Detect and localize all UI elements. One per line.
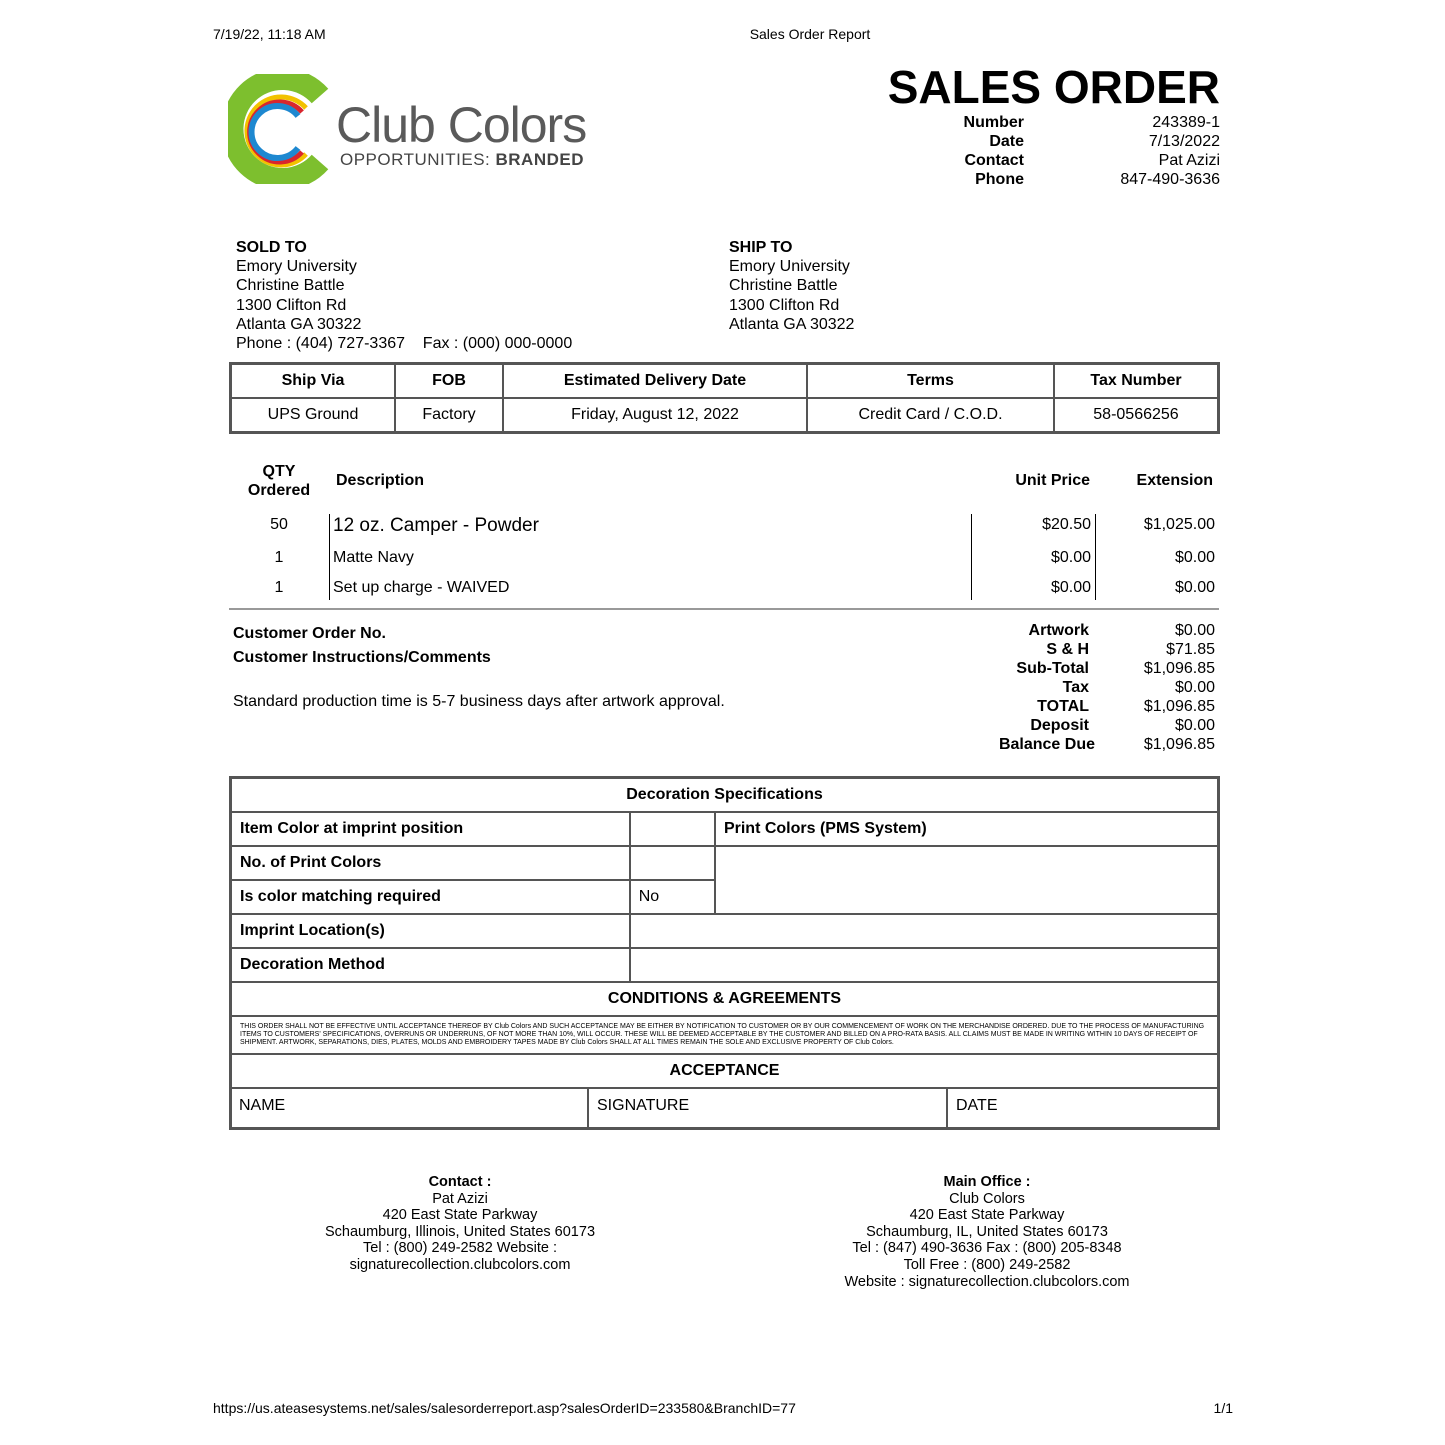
logo-wordmark: Club Colors	[336, 97, 587, 153]
signature-field[interactable]	[589, 1089, 948, 1127]
footer-office-title: Main Office :	[943, 1174, 1031, 1190]
qty-header-line: QTY	[262, 463, 296, 480]
totals-label: Deposit	[1030, 717, 1089, 734]
totals-row	[960, 736, 1215, 755]
ship-to-line: Christine Battle	[729, 277, 838, 295]
qty-header	[240, 462, 318, 500]
imprint-location-value	[630, 914, 1219, 948]
unit-price-header: Unit Price	[1015, 472, 1090, 489]
totals-value: $71.85	[1166, 641, 1215, 658]
print-url: https://us.ateasesystems.net/sales/salesorderreport.asp?salesOrderID=233580&BranchID=77	[213, 1400, 796, 1416]
order-number-label: Number	[963, 114, 1024, 131]
items-separator	[229, 608, 1219, 610]
totals-label: Tax	[1062, 679, 1089, 696]
item-color-value	[630, 812, 715, 846]
ship-to-line: Atlanta GA 30322	[729, 315, 855, 333]
print-datetime: 7/19/22, 11:18 AM	[213, 26, 326, 42]
order-date-label: Date	[989, 133, 1024, 150]
decoration-specs-table	[229, 776, 1220, 1130]
footer-contact-line: Schaumburg, Illinois, United States 60173	[324, 1223, 596, 1240]
totals-row	[960, 679, 1215, 698]
totals-label: Artwork	[1028, 622, 1089, 639]
footer-contact	[270, 1174, 650, 1274]
order-date-row	[880, 133, 1220, 152]
sold-to-phone: Phone : (404) 727-3367	[236, 335, 406, 353]
sold-to-line: Atlanta GA 30322	[236, 315, 362, 333]
sold-to-block	[236, 238, 572, 353]
totals-row	[960, 641, 1215, 660]
shipping-table	[229, 362, 1220, 434]
totals-label: TOTAL	[1037, 698, 1089, 715]
extension-divider	[1095, 514, 1096, 600]
decoration-title: Decoration Specifications	[231, 778, 1219, 813]
sold-to-line: Emory University	[236, 258, 357, 276]
logo-tagline-b: BRANDED	[495, 150, 584, 169]
ship-via-header: Ship Via	[231, 364, 396, 399]
footer-contact-line: Tel : (800) 249-2582 Website :	[363, 1240, 557, 1257]
footer-office-line: 420 East State Parkway	[909, 1207, 1065, 1224]
line-item-unit-price: $20.50	[1042, 516, 1091, 533]
totals-value: $0.00	[1174, 679, 1215, 696]
club-colors-logo-icon	[228, 74, 338, 184]
unit-price-divider	[971, 514, 972, 600]
order-contact-value: Pat Azizi	[1158, 152, 1220, 169]
company-logo	[228, 74, 598, 184]
logo-tagline	[340, 150, 584, 170]
footer-office-line: Tel : (847) 490-3636 Fax : (800) 205-8348	[852, 1240, 1122, 1257]
sold-to-fax: Fax : (000) 000-0000	[422, 335, 573, 353]
sold-to-title: SOLD TO	[236, 239, 307, 256]
num-print-colors-label: No. of Print Colors	[231, 846, 630, 880]
totals-row	[960, 698, 1215, 717]
ship-to-block	[729, 238, 854, 334]
footer-office-line: Toll Free : (800) 249-2582	[903, 1256, 1071, 1273]
totals-value: $1,096.85	[1143, 698, 1215, 715]
line-item-qty: 1	[274, 549, 284, 566]
footer-contact-line: 420 East State Parkway	[382, 1207, 538, 1224]
customer-instructions-label: Customer Instructions/Comments	[233, 649, 491, 666]
name-field[interactable]	[232, 1089, 589, 1127]
ship-via-value: UPS Ground	[231, 398, 396, 433]
item-color-label: Item Color at imprint position	[231, 812, 630, 846]
footer-office-line: Schaumburg, IL, United States 60173	[866, 1223, 1108, 1240]
line-item-unit-price: $0.00	[1050, 579, 1091, 596]
footer-office-line: Club Colors	[949, 1190, 1025, 1207]
totals-label: S & H	[1046, 641, 1089, 658]
conditions-text: THIS ORDER SHALL NOT BE EFFECTIVE UNTIL ACCEPTANCE THEREOF BY Club Colors AND SUCH ACCEPTANCE MAY BE EITHER BY NOTIFICATION TO CUSTOMER OR BY OUR COMMENCEMENT OF WORK ON THE MERCHANDISE ORDERED. DUE TO THE PROCESS OF MANUFACTURING ITEMS TO CUSTOMERS' SPECIFICATIONS, OVERRUNS OR UNDERRUNS, OF NOT MORE THAN 10%, WILL OCCUR. THESE WILL BE DEEMED ACCEPTABLE BY THE CUSTOMER AND BILLED ON A PRO-RATA BASIS. ALL CLAIMS MUST BE MADE IN WRITING WITHIN 10 DAYS OF RECEIPT OF SHIPMENT. ARTWORK, SEPARATIONS, DIES, PLATES, MOLDS AND EMBROIDERY TAPES MADE BY Club Colors SHALL AT ALL TIMES REMAIN THE SOLE AND EXCLUSIVE PROPERTY OF Club Colors.	[231, 1016, 1219, 1054]
fob-value: Factory	[395, 398, 503, 433]
imprint-location-label: Imprint Location(s)	[231, 914, 630, 948]
signature-label: SIGNATURE	[597, 1097, 690, 1114]
totals-label: Sub-Total	[1016, 660, 1089, 677]
logo-tagline-a: OPPORTUNITIES:	[340, 150, 491, 169]
line-item-description: Matte Navy	[333, 549, 414, 566]
order-number-value: 243389-1	[1152, 114, 1220, 131]
shipping-value-row	[231, 398, 1219, 433]
shipping-header-row	[231, 364, 1219, 399]
print-colors-value	[715, 846, 1219, 914]
print-page-title: Sales Order Report	[749, 26, 871, 42]
color-matching-label: Is color matching required	[231, 880, 630, 914]
order-date-value: 7/13/2022	[1148, 133, 1220, 150]
num-print-colors-value	[630, 846, 715, 880]
line-item-extension: $0.00	[1174, 549, 1215, 566]
footer-contact-title: Contact :	[428, 1174, 492, 1190]
totals-value: $0.00	[1174, 622, 1215, 639]
order-contact-row	[880, 152, 1220, 171]
description-header: Description	[336, 472, 425, 489]
terms-value: Credit Card / C.O.D.	[807, 398, 1054, 433]
footer-main-office	[787, 1174, 1187, 1290]
order-number-row	[880, 114, 1220, 133]
order-phone-row	[880, 171, 1220, 190]
totals-row	[960, 660, 1215, 679]
sold-to-line: Christine Battle	[236, 277, 345, 295]
delivery-date-value: Friday, August 12, 2022	[503, 398, 807, 433]
delivery-date-header: Estimated Delivery Date	[503, 364, 807, 399]
line-item-qty: 50	[270, 516, 288, 533]
order-phone-label: Phone	[975, 171, 1024, 188]
footer-contact-line: signaturecollection.clubcolors.com	[349, 1256, 571, 1273]
date-label: DATE	[956, 1097, 998, 1114]
line-item-unit-price: $0.00	[1050, 549, 1091, 566]
description-divider	[329, 514, 330, 600]
sold-to-line: 1300 Clifton Rd	[236, 296, 347, 314]
order-phone-value: 847-490-3636	[1120, 171, 1220, 188]
tax-number-header: Tax Number	[1054, 364, 1219, 399]
totals-label: Balance Due	[998, 736, 1095, 753]
footer-office-line: Website : signaturecollection.clubcolors.com	[844, 1273, 1130, 1290]
line-item-qty: 1	[274, 579, 284, 596]
ship-to-line: 1300 Clifton Rd	[729, 296, 840, 314]
ship-to-title: SHIP TO	[729, 239, 793, 256]
decoration-method-label: Decoration Method	[231, 948, 630, 982]
line-item-extension: $1,025.00	[1143, 516, 1215, 533]
customer-order-label: Customer Order No.	[233, 625, 386, 642]
acceptance-row	[231, 1088, 1219, 1129]
date-field[interactable]	[948, 1089, 1217, 1127]
print-colors-label: Print Colors (PMS System)	[715, 812, 1219, 846]
totals-row	[960, 717, 1215, 736]
name-label: NAME	[239, 1097, 286, 1114]
extension-header: Extension	[1136, 472, 1213, 489]
color-matching-value: No	[630, 880, 715, 914]
terms-header: Terms	[807, 364, 1054, 399]
ship-to-line: Emory University	[729, 258, 850, 276]
acceptance-title: ACCEPTANCE	[231, 1054, 1219, 1088]
customer-comment: Standard production time is 5-7 business days after artwork approval.	[233, 693, 725, 710]
totals-value: $1,096.85	[1143, 660, 1215, 677]
tax-number-value: 58-0566256	[1054, 398, 1219, 433]
qty-header-line: Ordered	[247, 482, 311, 499]
fob-header: FOB	[395, 364, 503, 399]
decoration-method-value	[630, 948, 1219, 982]
line-item-extension: $0.00	[1174, 579, 1215, 596]
print-page-count: 1/1	[1213, 1400, 1233, 1416]
totals-row	[960, 622, 1215, 641]
document-title: SALES ORDER	[887, 61, 1220, 113]
totals-value: $1,096.85	[1143, 736, 1215, 753]
line-item-description: Set up charge - WAIVED	[333, 579, 510, 596]
conditions-title: CONDITIONS & AGREEMENTS	[231, 982, 1219, 1016]
totals-value: $0.00	[1174, 717, 1215, 734]
order-contact-label: Contact	[964, 152, 1024, 169]
line-item-description: 12 oz. Camper - Powder	[333, 515, 539, 536]
footer-contact-line: Pat Azizi	[432, 1190, 488, 1207]
